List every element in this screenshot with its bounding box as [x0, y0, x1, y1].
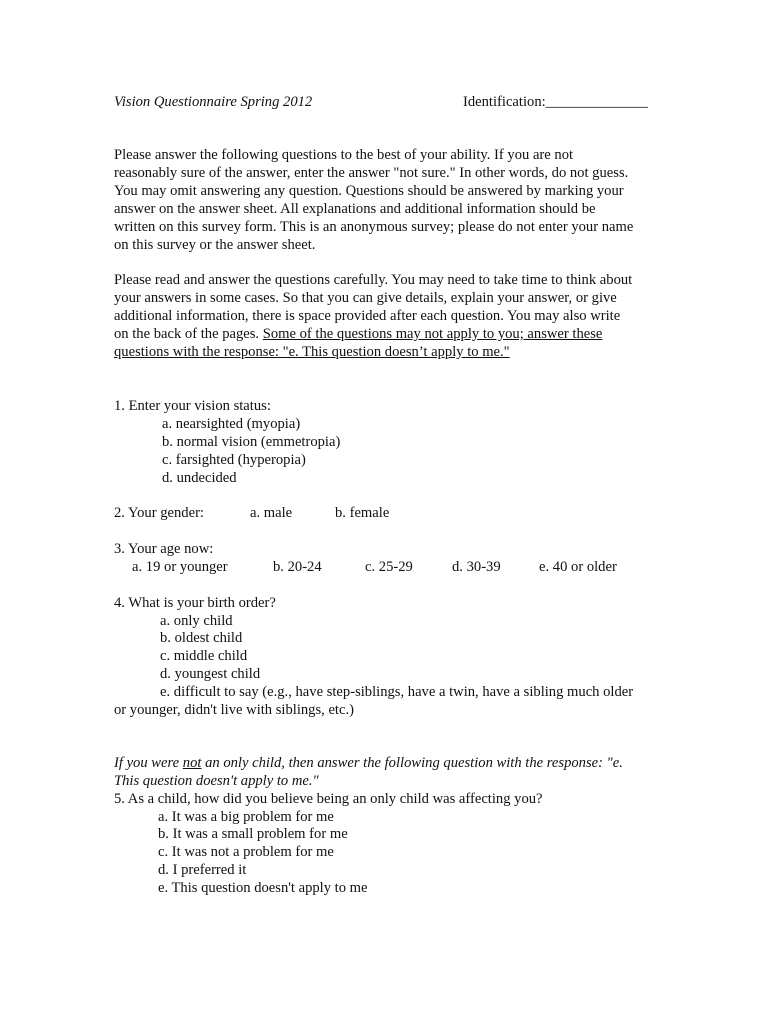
- underlined-note: questions with the response: "e. This question doesn’t apply to me.": [114, 343, 510, 360]
- question-1-option: b. normal vision (emmetropia): [162, 434, 341, 450]
- question-3-option: d. 30-39: [452, 559, 501, 575]
- note-text: If you were: [114, 755, 183, 771]
- question-4-option: b. oldest child: [160, 630, 243, 646]
- paragraph-line: on this survey or the answer sheet.: [114, 236, 316, 253]
- paragraph-line: reasonably sure of the answer, enter the answer "not sure." In other words, do not guess.: [114, 164, 629, 181]
- paragraph-line: additional information, there is space provided after each question. You may also write: [114, 307, 621, 324]
- paragraph-line: your answers in some cases. So that you can give details, explain your answer, or give: [114, 289, 617, 306]
- question-5-option: a. It was a big problem for me: [158, 809, 334, 825]
- question-1-option: c. farsighted (hyperopia): [162, 452, 306, 468]
- question-3-option: c. 25-29: [365, 559, 413, 575]
- instructions-paragraph-1: [114, 147, 664, 254]
- question-5-prompt: 5. As a child, how did you believe being an only child was affecting you?: [114, 791, 543, 807]
- paragraph-line: answer on the answer sheet. All explanations and additional information should be: [114, 200, 596, 217]
- question-1-option: a. nearsighted (myopia): [162, 416, 301, 432]
- question-5-option: d. I preferred it: [158, 862, 247, 878]
- identification-field: Identification:______________: [463, 94, 648, 110]
- paragraph-line: Please answer the following questions to the best of your ability. If you are not: [114, 147, 574, 163]
- question-3-prompt: 3. Your age now:: [114, 541, 214, 557]
- note-emphasis: not: [182, 755, 202, 771]
- question-2-option: a. male: [250, 505, 293, 521]
- question-3-option: b. 20-24: [273, 559, 322, 575]
- document-title: Vision Questionnaire Spring 2012: [114, 94, 313, 110]
- paragraph-text: on the back of the pages.: [114, 325, 263, 342]
- paragraph-line: Please read and answer the questions carefully. You may need to take time to think about: [114, 272, 633, 288]
- question-2-prompt: 2. Your gender:: [114, 505, 204, 521]
- question-3-option: e. 40 or older: [539, 559, 617, 575]
- paragraph-line: written on this survey form. This is an anonymous survey; please do not enter your name: [114, 218, 634, 235]
- paragraph-line: [114, 326, 664, 344]
- question-4-option: d. youngest child: [160, 666, 261, 682]
- question-3-option: a. 19 or younger: [132, 559, 228, 575]
- question-4-option: c. middle child: [160, 648, 248, 664]
- conditional-note-line-2: This question doesn't apply to me.": [114, 773, 319, 789]
- question-4-option: e. difficult to say (e.g., have step-siblings, have a twin, have a sibling much older: [160, 684, 634, 700]
- instructions-paragraph-2: [114, 272, 664, 362]
- note-text: an only child, then answer the following question with the response: "e.: [201, 755, 623, 771]
- question-5-option: b. It was a small problem for me: [158, 826, 348, 842]
- question-4-option: a. only child: [160, 613, 233, 629]
- question-5-option: e. This question doesn't apply to me: [158, 880, 368, 896]
- question-2-option: b. female: [335, 505, 390, 521]
- conditional-note: [114, 754, 623, 772]
- question-5-option: c. It was not a problem for me: [158, 844, 334, 860]
- question-1-option: d. undecided: [162, 470, 237, 486]
- question-4-prompt: 4. What is your birth order?: [114, 595, 276, 611]
- question-4-option-continued: or younger, didn't live with siblings, etc.): [114, 702, 354, 718]
- paragraph-line: You may omit answering any question. Questions should be answered by marking your: [114, 182, 624, 199]
- question-1-prompt: 1. Enter your vision status:: [114, 398, 271, 414]
- underlined-note: Some of the questions may not apply to you; answer these: [262, 325, 603, 342]
